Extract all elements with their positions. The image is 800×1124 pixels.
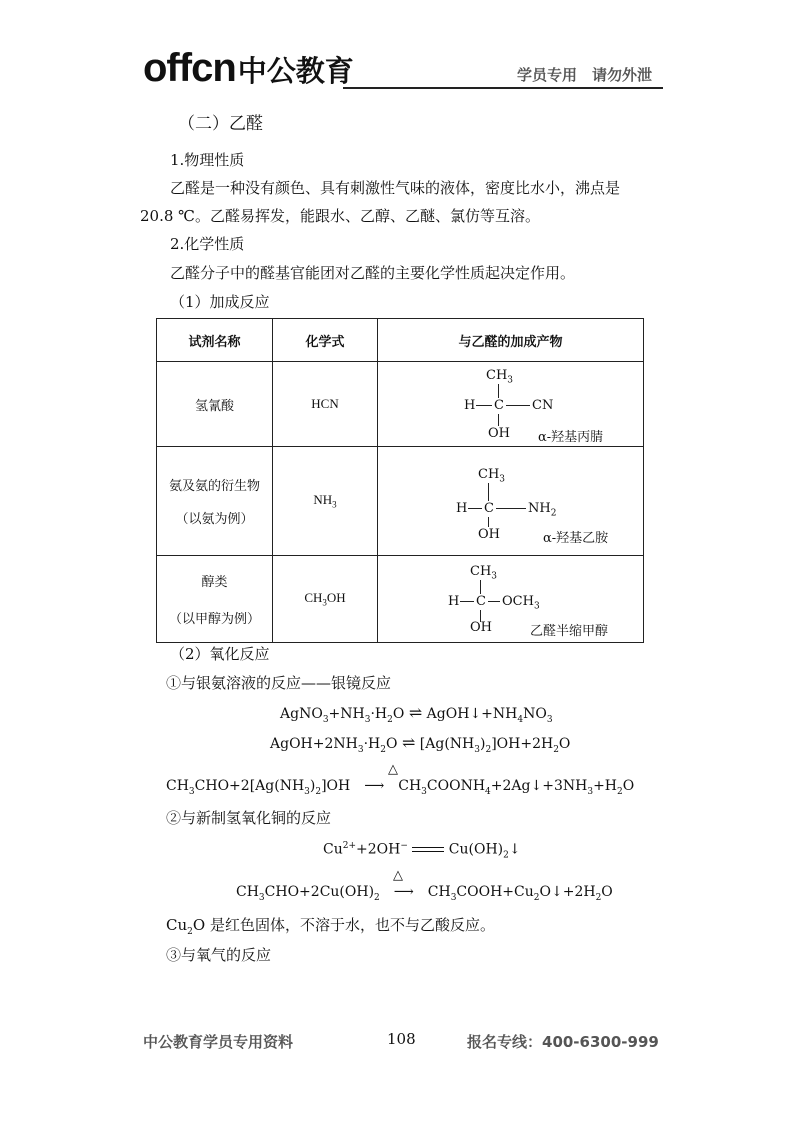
mol-right: CN [532,398,554,413]
heat-symbol: △ [388,762,398,777]
addition-table [156,318,644,643]
bond-right [506,405,530,406]
mol-bottom: OH [478,527,500,542]
product-name: α-羟基乙胺 [543,531,609,546]
mol-center: C [476,594,486,609]
reagent-name: 氨及氨的衍生物 [168,479,260,494]
product-structure [378,556,643,642]
mol-left: H [464,398,476,413]
reagent-name-cell [157,447,273,556]
mol-top: $CH_3$ [478,467,506,485]
reagent-name-note: （以甲醇为例） [168,612,260,627]
mol-left: H [456,501,468,516]
addition-heading: （1）加成反应 [170,293,270,311]
product-structure [378,447,643,555]
physical-heading: 1.物理性质 [170,151,245,169]
col-formula: 化学式 [273,319,378,362]
equation-5: $CH_3CHO+2Cu(OH)_2$ ⟶ $CH_3COOH+Cu_2O↓+2H_2O$ [236,884,613,903]
equation-2: $AgOH+2NH_3\cdot H_2O$ ⇌ $[Ag(NH_3)_2]OH+2H_2O$ [270,733,571,755]
equation-3: $CH_3CHO+2[Ag(NH_3)_2]OH$ ⟶ $CH_3COONH_4+2Ag↓+3NH_3+H_2O$ [166,778,635,797]
reagent-name-cell [157,556,273,643]
product-cell [378,556,644,643]
bond-up [488,483,489,501]
reagent-formula: HCN [311,396,339,411]
logo-latin: offcn [143,46,236,90]
physical-line-2: 20.8 ℃。乙醛易挥发，能跟水、乙醇、乙醚、氯仿等互溶。 [140,207,540,225]
bond-up [480,580,481,594]
bond-down [498,414,499,426]
product-cell [378,447,644,556]
mol-center: C [484,501,494,516]
mol-right: $NH_2$ [528,501,557,519]
table-header-row [157,319,644,362]
bond-left [460,601,474,602]
reagent-formula: $NH_3$ [313,492,337,510]
oxygen-heading: ③与氧气的反应 [166,946,272,964]
page-number: 108 [387,1030,416,1048]
equation-1: $AgNO_3+NH_3\cdot H_2O$ ⇌ $AgOH↓+NH_4NO_3$ [280,703,553,725]
mol-bottom: OH [488,426,510,441]
header-rule [343,87,663,89]
heat-symbol: △ [393,868,403,883]
table-row [157,362,644,447]
mol-center: C [494,398,504,413]
mol-right: $OCH_3$ [502,594,540,612]
reagent-name: 氢氰酸 [194,398,234,414]
equation-4: $Cu^{2+}+2OH^-$ $Cu(OH)_2↓$ [323,841,521,861]
reagent-name-cell [157,362,273,447]
silver-mirror-heading: ①与银氨溶液的反应——银镜反应 [166,674,392,692]
section-title: （二）乙醛 [178,114,263,134]
footer-hotline: 报名专线：400-6300-999 [467,1033,659,1051]
table-row [157,447,644,556]
logo-chinese: 中公教育 [237,54,354,88]
product-structure [378,362,643,446]
formula-cell [273,362,378,447]
chemical-intro: 乙醛分子中的醛基官能团对乙醛的主要化学性质起决定作用。 [170,264,576,282]
col-reagent-name: 试剂名称 [157,319,273,362]
bond-left [468,508,482,509]
chemical-heading: 2.化学性质 [170,235,245,253]
oxidation-heading: （2）氧化反应 [170,645,270,663]
bond-left [476,405,492,406]
mol-bottom: OH [470,620,492,635]
product-name: 乙醛半缩甲醇 [530,624,609,639]
table-row [157,556,644,643]
reagent-name: 醇类 [201,575,228,590]
formula-cell [273,447,378,556]
bond-right [496,508,526,509]
brand-logo [143,48,354,91]
mol-top: $CH_3$ [486,368,514,386]
physical-line-1: 乙醛是一种没有颜色、具有刺激性气味的液体，密度比水小，沸点是 [170,179,621,197]
reagent-formula: $CH_3OH$ [304,590,346,608]
reagent-name-note: （以氨为例） [175,512,254,527]
mol-top: $CH_3$ [470,564,498,582]
cu2o-note: $Cu_2O$ 是红色固体，不溶于水，也不与乙酸反应。 [166,916,495,937]
product-cell [378,362,644,447]
product-name: α-羟基丙腈 [538,430,604,445]
bond-up [498,384,499,398]
formula-cell [273,556,378,643]
copper-heading: ②与新制氢氧化铜的反应 [166,809,332,827]
bond-right [488,601,500,602]
mol-left: H [448,594,460,609]
footer-left: 中公教育学员专用资料 [143,1033,294,1051]
col-product: 与乙醛的加成产物 [378,319,644,362]
header-note: 学员专用 请勿外泄 [517,66,653,84]
bond-down [488,517,489,527]
